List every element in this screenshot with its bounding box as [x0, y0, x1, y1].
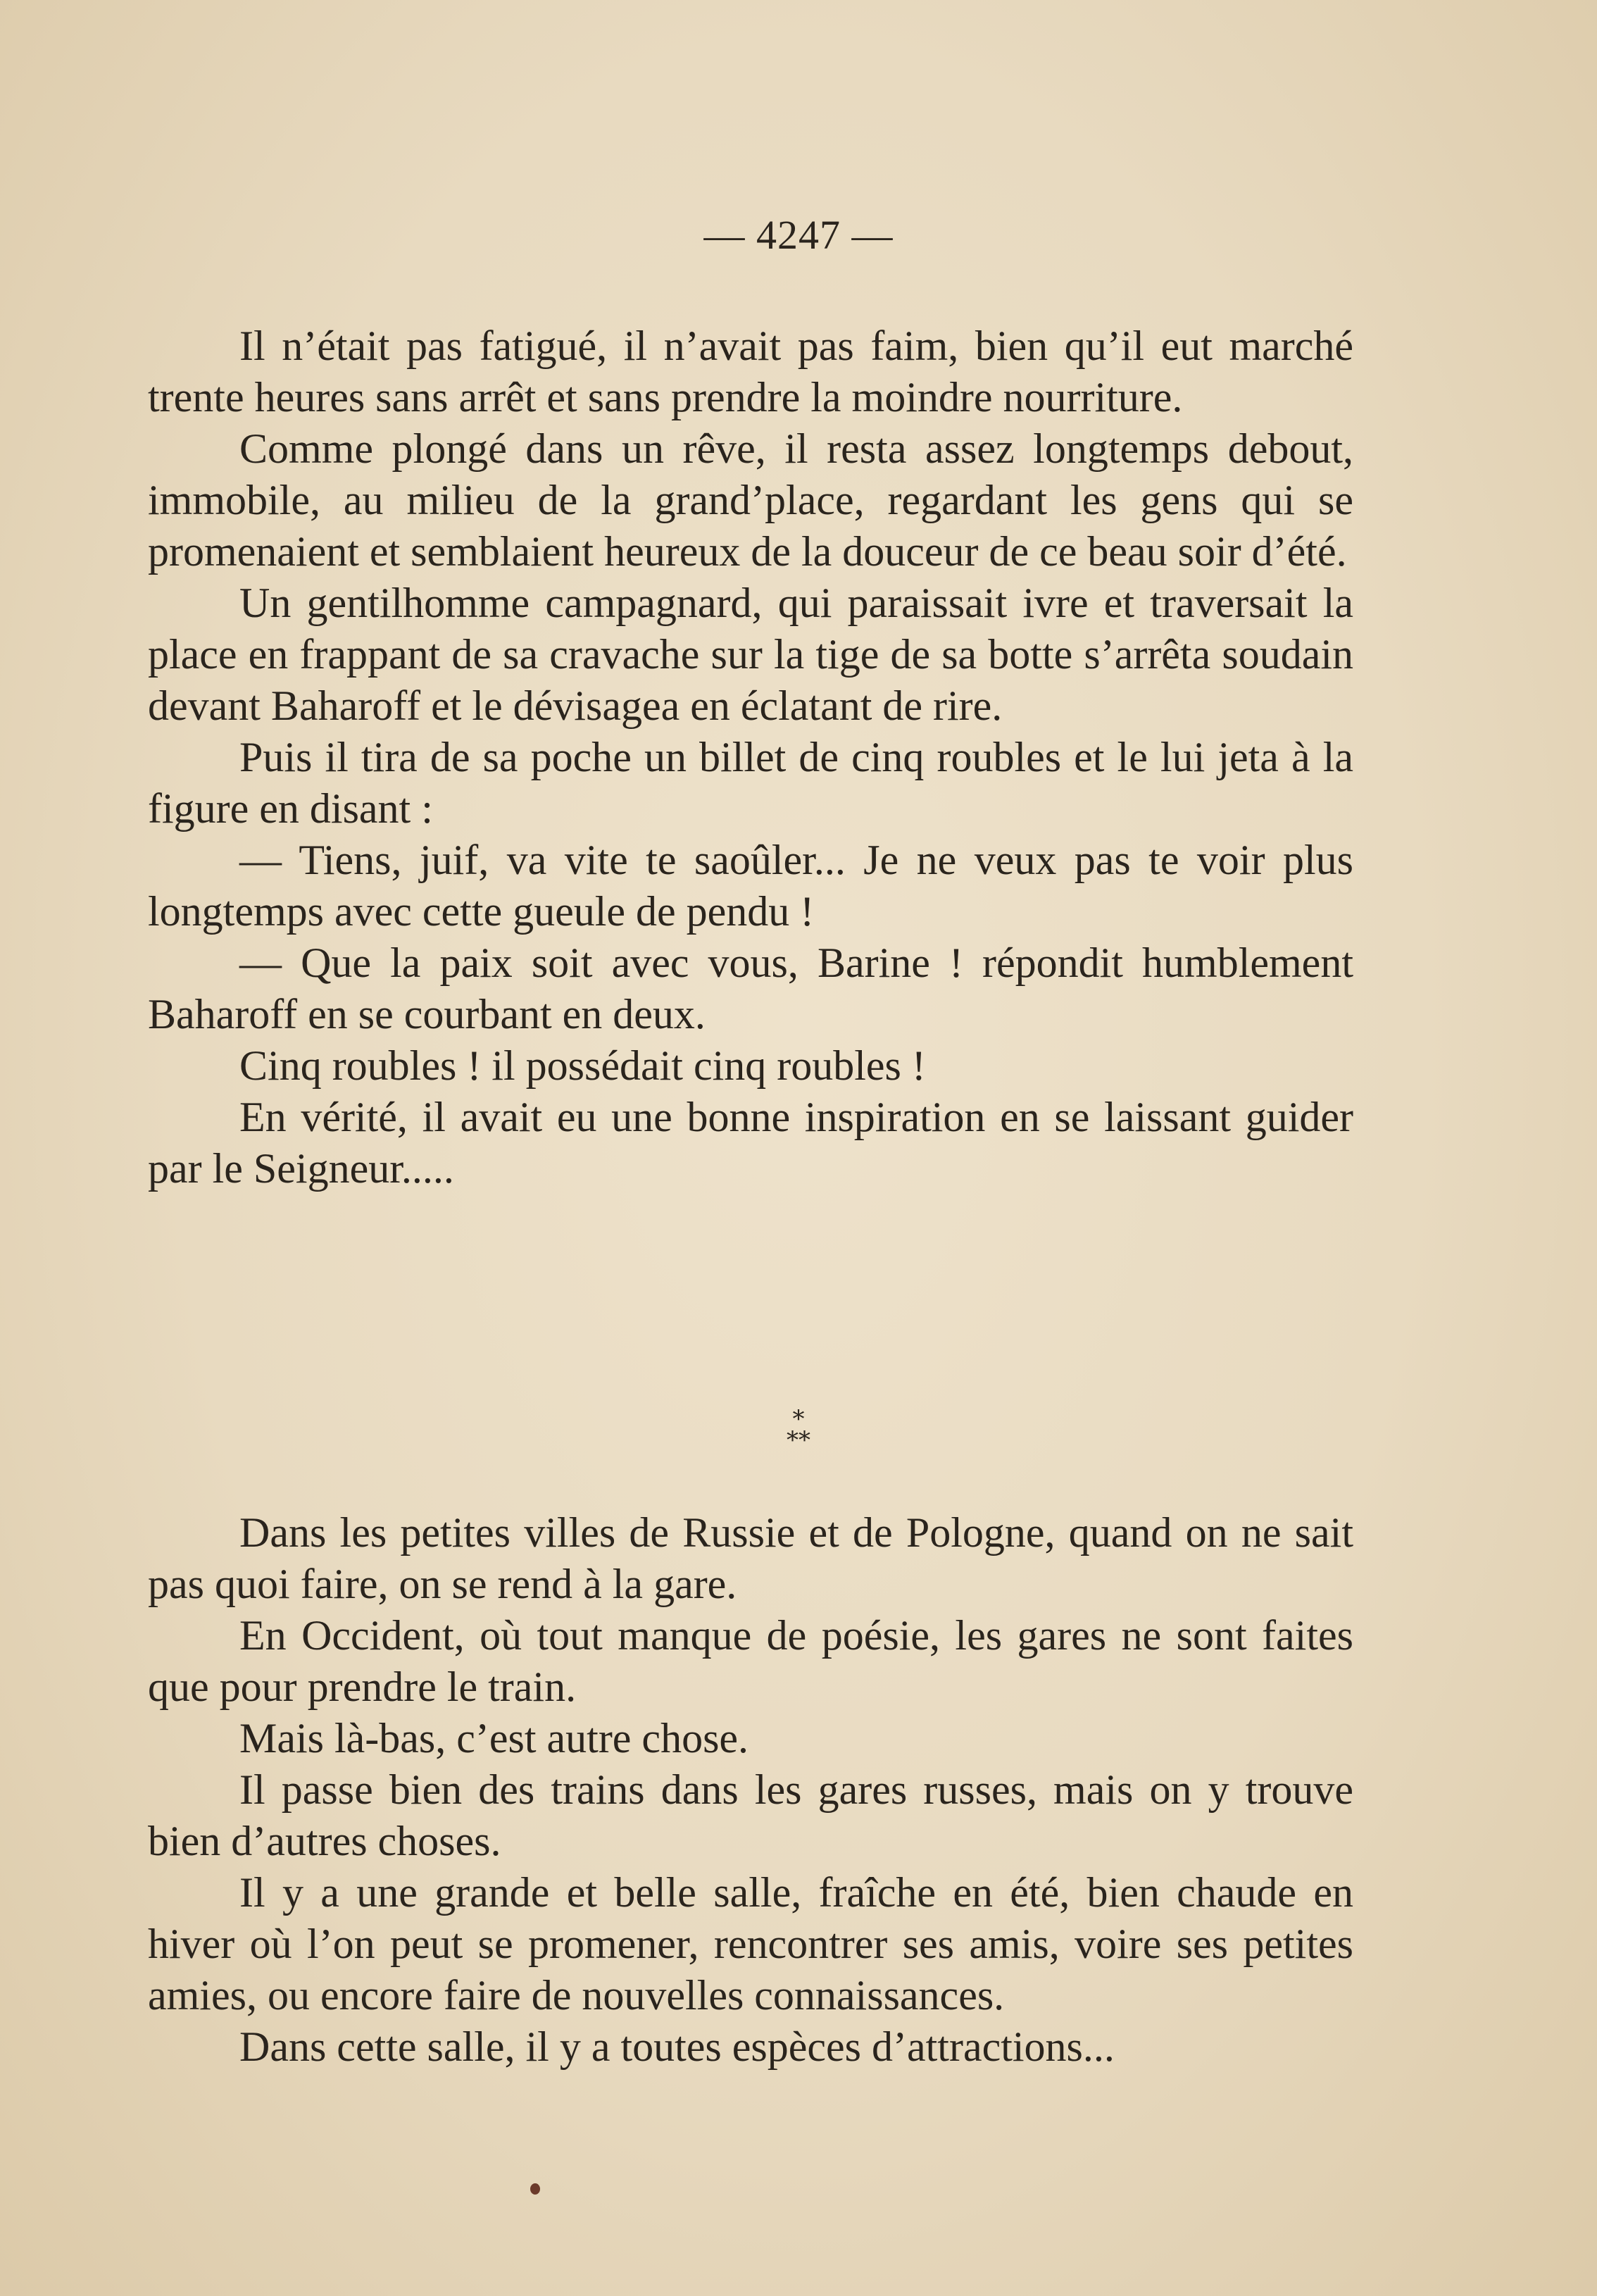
paragraph: Mais là-bas, c’est autre chose.: [239, 1715, 749, 1761]
paragraph: Cinq roubles ! il possédait cinq roubles !: [239, 1042, 926, 1089]
section-break-asterism: [0, 1405, 1597, 1454]
paragraph: Comme plongé dans un rêve, il resta assez longtemps debout, immobile, au milieu de la grand’place, regardant les gens qui se promenaient et semblaient heureux de la douceur de ce beau soir d’été.: [148, 425, 1353, 575]
paragraph: En vérité, il avait eu une bonne inspiration en se laissant guider par le Seigneur.....: [148, 1094, 1353, 1192]
paragraph: Un gentilhomme campagnard, qui paraissait ivre et traversait la place en frappant de sa cravache sur la tige de sa botte s’arrêta soudain devant Baharoff et le dévisagea en éclatant de rire.: [148, 580, 1353, 729]
paragraph: Puis il tira de sa poche un billet de cinq roubles et le lui jeta à la figure en disant :: [148, 734, 1353, 832]
section-one: [148, 320, 1353, 1194]
page-number: — 4247 —: [703, 212, 894, 258]
paragraph: Il y a une grande et belle salle, fraîche en été, bien chaude en hiver où l’on peut se promener, rencontrer ses amis, voire ses petites amies, ou encore faire de nouvelles connaissances.: [148, 1869, 1353, 2019]
paragraph: Il n’était pas fatigué, il n’avait pas faim, bien qu’il eut marché trente heures sans arrêt et sans prendre la moindre nourriture.: [148, 323, 1353, 420]
asterism-bottom: **: [787, 1426, 810, 1454]
paragraph: Dans les petites villes de Russie et de Pologne, quand on ne sait pas quoi faire, on se rend à la gare.: [148, 1509, 1353, 1607]
section-two: [148, 1507, 1353, 2073]
dialogue-line: — Tiens, juif, va vite te saoûler... Je ne veux pas te voir plus longtemps avec cette gueule de pendu !: [148, 837, 1353, 935]
paragraph: En Occident, où tout manque de poésie, les gares ne sont faites que pour prendre le train.: [148, 1612, 1353, 1710]
paper-speck: [530, 2183, 540, 2195]
asterism-top: *: [792, 1405, 805, 1433]
dialogue-line: — Que la paix soit avec vous, Barine ! répondit humblement Baharoff en se courbant en deux.: [148, 940, 1353, 1037]
paragraph: Il passe bien des trains dans les gares russes, mais on y trouve bien d’autres choses.: [148, 1766, 1353, 1864]
paragraph: Dans cette salle, il y a toutes espèces d’attractions...: [239, 2023, 1115, 2070]
